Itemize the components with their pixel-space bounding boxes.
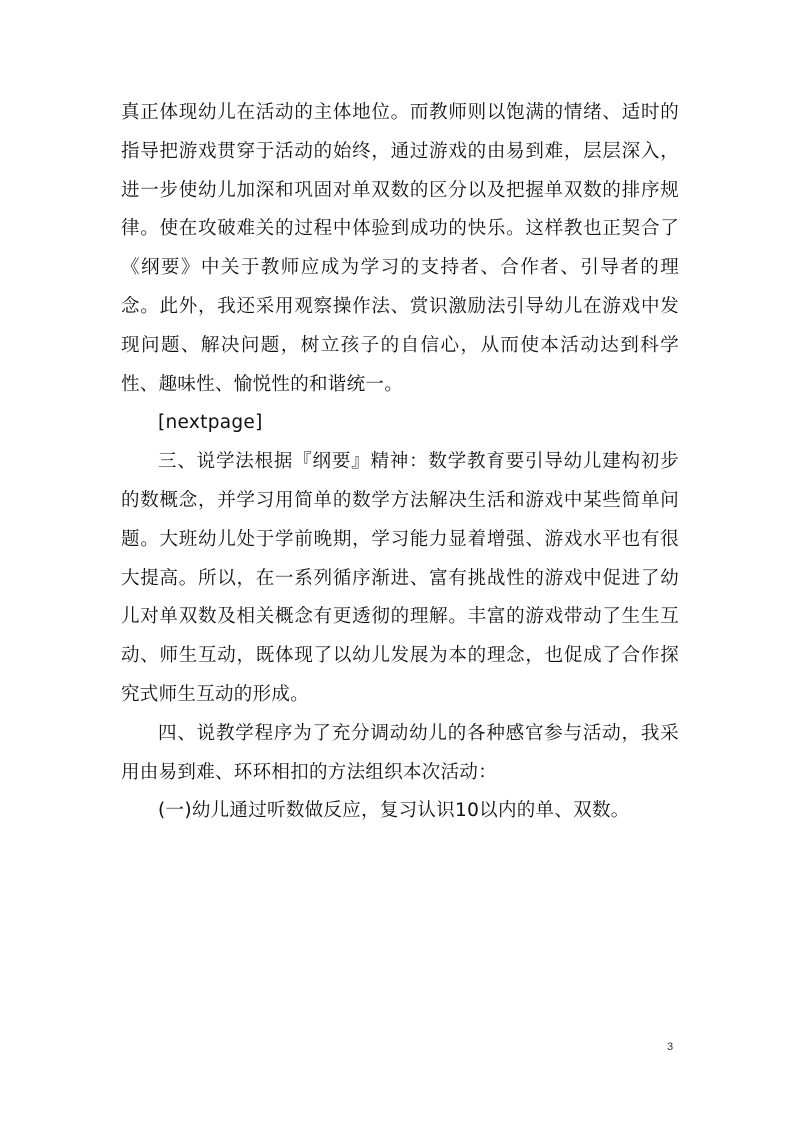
paragraph-learning-method: 三、说学法根据『纲要』精神：数学教育要引导幼儿建构初步的数概念，并学习用简单的数学方法解决生活和游戏中某些简单问题。大班幼儿处于学前晚期，学习能力显着增强、游戏水平也有很大提高。所以，在一系列循序渐进、富有挑战性的游戏中促进了幼儿对单双数及相关概念有更透彻的理解。丰富的游戏带动了生生互动、师生互动，既体现了以幼儿发展为本的理念，也促成了合作探究式师生互动的形成。 — [121, 451, 679, 705]
document-body — [121, 94, 679, 831]
paragraph-step-one: (一)幼儿通过听数做反应，复习认识10以内的单、双数。 — [158, 800, 630, 822]
paragraph-teaching-procedure: 四、说教学程序为了充分调动幼儿的各种感官参与活动，我采用由易到难、环环相扣的方法组织本次活动： — [121, 722, 679, 783]
page-number: 3 — [667, 1041, 674, 1053]
paragraph-nextpage-marker: [nextpage] — [158, 412, 263, 434]
paragraph-teaching-method: 真正体现幼儿在活动的主体地位。而教师则以饱满的情绪、适时的指导把游戏贯穿于活动的始终，通过游戏的由易到难，层层深入，进一步使幼儿加深和巩固对单双数的区分以及把握单双数的排序规律。使在攻破难关的过程中体验到成功的快乐。这样教也正契合了《纲要》中关于教师应成为学习的支持者、合作者、引导者的理念。此外，我还采用观察操作法、赏识激励法引导幼儿在游戏中发现问题、解决问题，树立孩子的自信心，从而使本活动达到科学性、趣味性、愉悦性的和谐统一。 — [121, 102, 679, 395]
